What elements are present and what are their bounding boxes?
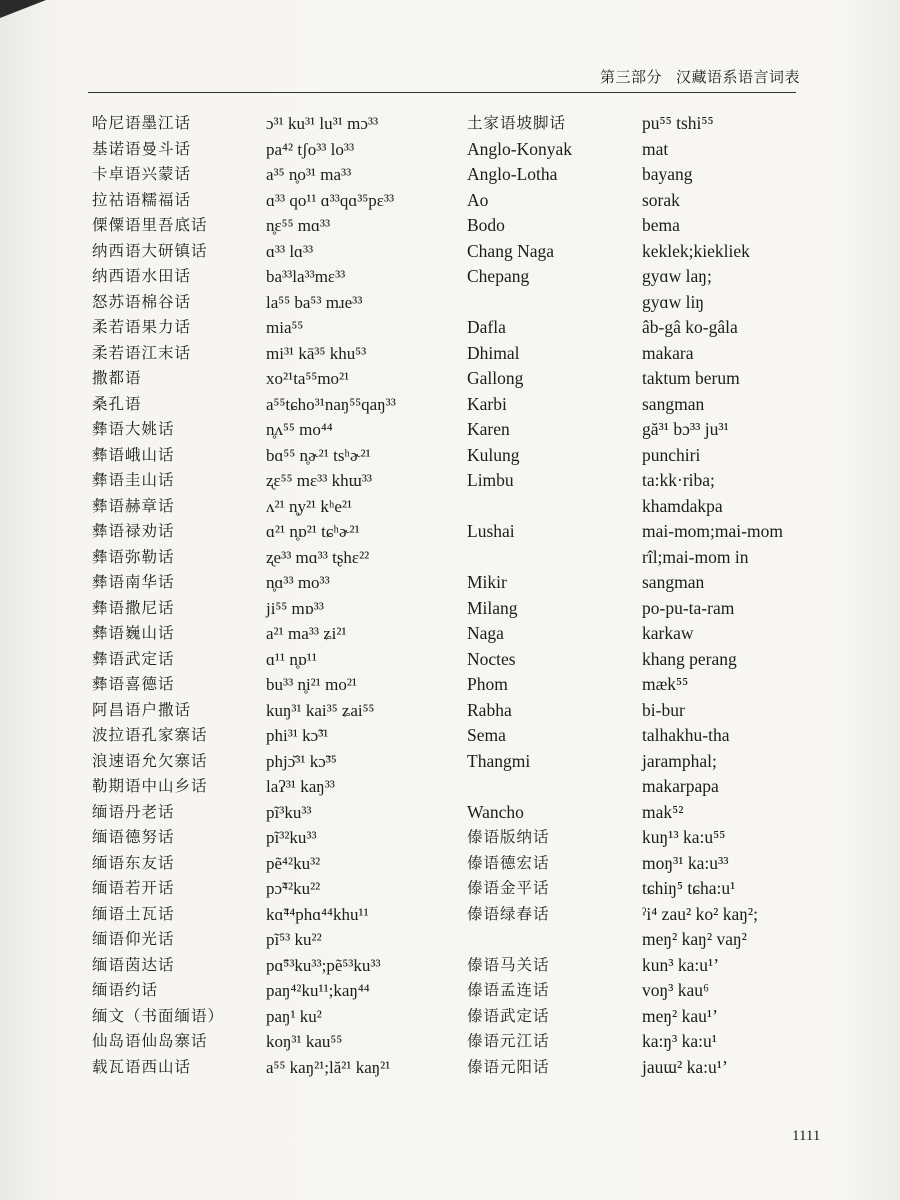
language-name: 傣语孟连话 — [467, 981, 550, 999]
language-name: Mikir — [467, 572, 507, 592]
dialect-form: n̥ɑ³³ mo³³ — [266, 573, 330, 592]
dialect-name: 柔若语果力话 — [92, 318, 192, 336]
dialect-form: a⁵⁵ kaŋ²¹;lă²¹ kaŋ²¹ — [266, 1057, 391, 1077]
dialect-name: 仙岛语仙岛寨话 — [92, 1032, 208, 1050]
language-name: Noctes — [467, 648, 516, 669]
language-form: mak⁵² — [642, 801, 684, 822]
language-name: 傣语绿春话 — [467, 904, 550, 923]
dialect-name: 缅文（书面缅语） — [92, 1006, 225, 1025]
table-row — [0, 851, 900, 877]
table-row — [0, 417, 900, 443]
dialect-name: 纳西语水田话 — [92, 267, 192, 285]
dialect-name: 彝语弥勒话 — [92, 547, 175, 566]
dialect-name: 彝语巍山话 — [92, 624, 175, 642]
dialect-name: 缅语东友话 — [92, 853, 175, 872]
table-row — [0, 596, 900, 622]
language-name: Naga — [467, 623, 504, 643]
page-number: 1111 — [792, 1128, 821, 1144]
language-form: kun³ ka:u¹ʼ — [642, 954, 720, 975]
dialect-form: pɑ̃⁵³ku³³;pẽ⁵³ku³³ — [266, 955, 381, 975]
running-header — [600, 66, 800, 87]
language-form: gyɑw liŋ — [642, 291, 705, 312]
dialect-name: 柔若语江末话 — [92, 343, 192, 362]
language-name: Anglo-Lotha — [467, 164, 558, 184]
table-row — [0, 825, 900, 851]
table-row — [0, 519, 900, 545]
language-name: Chepang — [467, 266, 530, 286]
dialect-form: ɑ³³ qo¹¹ ɑ³³qɑ³⁵pɛ³³ — [266, 190, 395, 210]
language-name: 傣语元阳话 — [467, 1057, 550, 1076]
language-name: Karen — [467, 419, 510, 439]
header-section: 汉藏语系语言词表 — [676, 68, 801, 86]
dialect-name: 彝语喜德话 — [92, 675, 175, 693]
dialect-name: 浪速语允欠寨话 — [92, 751, 208, 770]
table-row — [0, 876, 900, 902]
table-row — [0, 927, 900, 953]
dialect-name: 彝语撒尼话 — [92, 598, 175, 617]
dialect-name: 缅语茵达话 — [92, 955, 175, 974]
language-form: meŋ² kaŋ² vaŋ² — [642, 929, 747, 949]
table-row — [0, 392, 900, 418]
dialect-name: 桑孔语 — [92, 394, 142, 413]
table-row — [0, 468, 900, 494]
dialect-name: 缅语仰光话 — [92, 930, 175, 948]
dialect-name: 撒都语 — [92, 369, 142, 387]
language-name: 傣语元江话 — [467, 1032, 550, 1050]
header-part: 第三部分 — [600, 68, 663, 86]
dialect-name: 纳西语大研镇话 — [92, 241, 208, 260]
language-form: kuŋ¹³ ka:u⁵⁵ — [642, 827, 726, 847]
language-form: sorak — [642, 189, 680, 210]
table-row — [0, 978, 900, 1004]
table-row — [0, 213, 900, 239]
language-name: Chang Naga — [467, 240, 554, 261]
language-form: tɕhiŋ⁵ tɕha:u¹ — [642, 878, 736, 898]
dialect-name: 彝语南华话 — [92, 573, 175, 591]
language-form: talhakhu-tha — [642, 725, 730, 745]
language-form: jaramphal; — [642, 750, 717, 771]
language-form: ˀi⁴ zau² ko² kaŋ²; — [642, 903, 758, 924]
language-form: makarpapa — [642, 776, 719, 796]
language-name: 傣语武定话 — [467, 1006, 550, 1025]
table-row — [0, 1004, 900, 1030]
dialect-name: 傈僳语里吾底话 — [92, 216, 208, 234]
language-form: ta:kk·riba; — [642, 470, 715, 490]
dialect-form: paŋ¹ ku² — [266, 1006, 322, 1026]
language-name: Bodo — [467, 215, 505, 235]
dialect-form: mia⁵⁵ — [266, 318, 304, 337]
table-row — [0, 315, 900, 341]
table-row — [0, 188, 900, 214]
dialect-form: kuŋ³¹ kai³⁵ ʑai⁵⁵ — [266, 700, 375, 720]
language-name: Milang — [467, 597, 518, 618]
language-name: 傣语马关话 — [467, 955, 550, 974]
table-row — [0, 264, 900, 290]
dialect-name: 波拉语孔家寨话 — [92, 726, 208, 744]
language-form: gyɑw laŋ; — [642, 266, 712, 286]
table-row — [0, 162, 900, 188]
dialect-form: ji⁵⁵ mɒ³³ — [266, 598, 324, 618]
dialect-form: n̥ɛ⁵⁵ mɑ³³ — [266, 216, 331, 235]
dialect-form: ɑ³³ lɑ³³ — [266, 241, 314, 261]
table-row — [0, 647, 900, 673]
dialect-form: ɔ³¹ ku³¹ lu³¹ mɔ³³ — [266, 114, 379, 133]
dialect-form: a⁵⁵tɕho³¹naŋ⁵⁵qaŋ³³ — [266, 394, 396, 414]
language-name: Thangmi — [467, 750, 531, 771]
dialect-form: bɑ⁵⁵ n̥ɚ²¹ tsʰɚ²¹ — [266, 445, 371, 465]
dialect-form: laʔ³¹ kaŋ³³ — [266, 777, 335, 796]
table-row — [0, 341, 900, 367]
dialect-form: pa⁴² tʃo³³ lo³³ — [266, 139, 355, 159]
dialect-name: 载瓦语西山话 — [92, 1057, 192, 1076]
table-row — [0, 1029, 900, 1055]
dialect-form: ʐe³³ mɑ³³ tʂhɛ²² — [266, 547, 370, 567]
dialect-name: 怒苏语棉谷话 — [92, 292, 192, 311]
language-form: mæk⁵⁵ — [642, 674, 689, 694]
language-form: khamdakpa — [642, 495, 723, 516]
language-form: karkaw — [642, 623, 694, 643]
language-form: rîl;mai-mom in — [642, 546, 749, 567]
dialect-form: ba³³la³³mɛ³³ — [266, 267, 346, 286]
dialect-name: 缅语丹老话 — [92, 802, 175, 821]
language-name: 傣语德宏话 — [467, 853, 550, 872]
table-row — [0, 366, 900, 392]
language-form: pu⁵⁵ tshi⁵⁵ — [642, 113, 714, 133]
table-row — [0, 290, 900, 316]
table-row — [0, 953, 900, 979]
language-form: âb-gâ ko-gâla — [642, 317, 738, 337]
language-name: Wancho — [467, 801, 524, 822]
language-form: voŋ³ kau⁶ — [642, 980, 710, 1000]
dialect-form: pɔ̃⁴²ku²² — [266, 879, 321, 898]
language-form: bema — [642, 215, 680, 235]
language-name: Anglo-Konyak — [467, 138, 572, 159]
header-rule — [88, 92, 796, 93]
dialect-form: ɑ¹¹ n̥ɒ¹¹ — [266, 649, 317, 669]
dialect-form: a²¹ ma³³ ʑi²¹ — [266, 624, 347, 643]
language-form: bi-bur — [642, 699, 685, 720]
table-row — [0, 902, 900, 928]
language-name: Sema — [467, 725, 506, 745]
language-form: punchiri — [642, 444, 701, 465]
language-form: makara — [642, 342, 694, 363]
dialect-name: 彝语赫章话 — [92, 496, 175, 515]
language-form: po-pu-ta-ram — [642, 597, 735, 618]
language-form: ka:ŋ³ ka:u¹ — [642, 1031, 718, 1051]
language-form: jauɯ² ka:u¹ʼ — [642, 1056, 728, 1077]
language-name: Phom — [467, 674, 508, 694]
table-row — [0, 800, 900, 826]
language-name: Rabha — [467, 699, 512, 720]
dialect-form: phi³¹ kɔ̃³¹ — [266, 726, 329, 745]
language-form: moŋ³¹ ka:u³³ — [642, 852, 729, 873]
table-row — [0, 723, 900, 749]
dialect-name: 哈尼语墨江话 — [92, 114, 192, 132]
language-form: taktum berum — [642, 368, 740, 388]
dialect-form: xo²¹ta⁵⁵mo²¹ — [266, 369, 350, 388]
dialect-form: ʐɛ⁵⁵ mɛ³³ khɯ³³ — [266, 471, 373, 490]
dialect-form: pĩ³²ku³³ — [266, 828, 317, 847]
dialect-name: 缅语约话 — [92, 981, 159, 999]
table-row — [0, 749, 900, 775]
dialect-name: 拉祜语糯福话 — [92, 190, 192, 209]
dialect-form: pẽ⁴²ku³² — [266, 853, 321, 873]
dialect-form: la⁵⁵ ba⁵³ mɹe³³ — [266, 292, 363, 312]
dialect-name: 彝语武定话 — [92, 649, 175, 668]
language-form: sangman — [642, 393, 705, 414]
dialect-name: 基诺语曼斗话 — [92, 139, 192, 158]
table-row — [0, 698, 900, 724]
table-row — [0, 443, 900, 469]
dialect-form: ɑ²¹ n̥ɒ²¹ tɕʰɚ²¹ — [266, 522, 360, 541]
table-row — [0, 111, 900, 137]
page-corner-shadow — [0, 0, 46, 18]
dialect-form: paŋ⁴²ku¹¹;kaŋ⁴⁴ — [266, 981, 370, 1000]
dialect-form: kɑ̃⁴⁴phɑ⁴⁴khu¹¹ — [266, 904, 369, 924]
table-row — [0, 137, 900, 163]
dialect-name: 阿昌语户撒话 — [92, 700, 192, 719]
dialect-form: bu³³ n̥i²¹ mo²¹ — [266, 675, 358, 694]
language-form: bayang — [642, 164, 693, 184]
dialect-name: 勒期语中山乡话 — [92, 777, 208, 795]
table-row — [0, 239, 900, 265]
table-row — [0, 570, 900, 596]
dialect-form: pĩ³ku³³ — [266, 802, 312, 822]
vocabulary-table — [0, 111, 900, 1080]
dialect-name: 缅语土瓦话 — [92, 904, 175, 923]
language-form: gă³¹ bɔ³³ ju³¹ — [642, 419, 729, 439]
dialect-name: 卡卓语兴蒙话 — [92, 165, 192, 183]
table-row — [0, 545, 900, 571]
language-name: 傣语版纳话 — [467, 828, 550, 846]
language-form: meŋ² kau¹ʼ — [642, 1005, 718, 1026]
language-name: 傣语金平话 — [467, 879, 550, 897]
dialect-form: pĩ⁵³ ku²² — [266, 930, 322, 949]
dialect-form: a³⁵ n̥o³¹ ma³³ — [266, 165, 352, 184]
dialect-form: n̥ʌ⁵⁵ mo⁴⁴ — [266, 420, 333, 439]
language-name: Dhimal — [467, 342, 520, 363]
table-row — [0, 1055, 900, 1081]
table-row — [0, 621, 900, 647]
language-name: Dafla — [467, 317, 506, 337]
dialect-name: 彝语峨山话 — [92, 445, 175, 464]
language-form: keklek;kiekliek — [642, 240, 750, 261]
dialect-name: 缅语若开话 — [92, 879, 175, 897]
dialect-name: 彝语圭山话 — [92, 471, 175, 489]
dialect-form: phjɔ̆³¹ kɔ̃³⁵ — [266, 751, 337, 771]
table-row — [0, 774, 900, 800]
language-name: 土家语坡脚话 — [467, 114, 567, 132]
language-name: Lushai — [467, 521, 515, 541]
language-name: Ao — [467, 189, 489, 210]
language-form: sangman — [642, 572, 705, 592]
dialect-name: 缅语德努话 — [92, 828, 175, 846]
language-form: mai-mom;mai-mom — [642, 521, 783, 541]
language-name: Gallong — [467, 368, 524, 388]
language-name: Limbu — [467, 470, 514, 490]
language-form: mat — [642, 138, 669, 159]
dialect-form: mi³¹ kā³⁵ khu⁵³ — [266, 343, 367, 363]
dialect-form: koŋ³¹ kau⁵⁵ — [266, 1032, 343, 1051]
dialect-name: 彝语大姚话 — [92, 420, 175, 438]
language-name: Karbi — [467, 393, 507, 414]
dialect-form: ʌ²¹ n̥y²¹ kʰe²¹ — [266, 496, 353, 516]
language-form: khang perang — [642, 648, 737, 669]
table-row — [0, 494, 900, 520]
language-name: Kulung — [467, 444, 520, 465]
table-row — [0, 672, 900, 698]
dialect-name: 彝语禄劝话 — [92, 522, 175, 540]
